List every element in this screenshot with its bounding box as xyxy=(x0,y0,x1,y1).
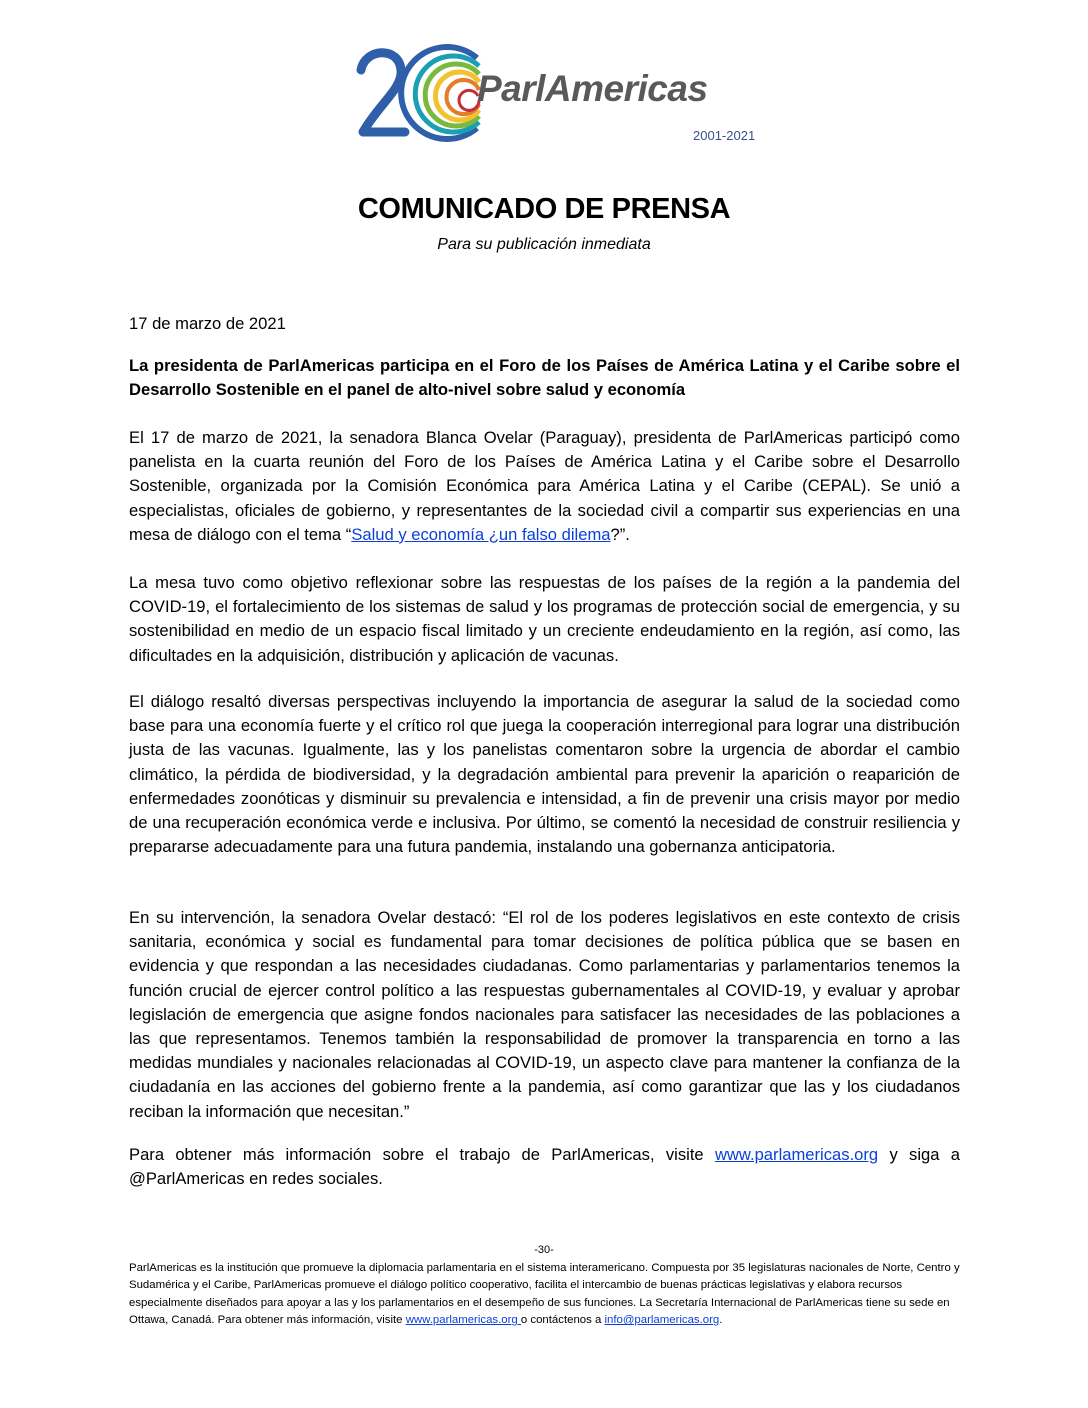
paragraph-1-text: El 17 de marzo de 2021, la senadora Blanca Ovelar (Paraguay), presidenta de ParlAmericas participó como panelista en la cuarta reunión del Foro de los Países de América Latina y el Caribe sobre el Desarrollo Sostenible, organizada por la Comisión Económica para América Latina y el Caribe (CEPAL). Se unió a especialistas, oficiales de gobierno, y representantes de la sociedad civil a compartir sus experiencias en una mesa de diálogo con el tema “ xyxy=(129,428,960,544)
parlamericas-logo xyxy=(355,36,756,148)
page-title: COMUNICADO DE PRENSA xyxy=(357,193,731,225)
page-subtitle: Para su publicación inmediata xyxy=(437,236,651,253)
headline: La presidenta de ParlAmericas participa en el Foro de los Países de América Latina y el Caribe sobre el Desarrollo Sostenible en el panel de alto-nivel sobre salud y economía xyxy=(129,356,960,400)
paragraph-5-text: Para obtener más información sobre el trabajo de ParlAmericas, visite xyxy=(129,1145,715,1164)
logo-20-emblem-icon xyxy=(355,36,495,148)
paragraph-2: La mesa tuvo como objetivo reflexionar sobre las respuestas de los países de la región a la pandemia del COVID-19, el fortalecimiento de los sistemas de salud y los programas de protección social de emergencia, y su sostenibilidad en medio de un espacio fiscal limitado y un creciente endeudamiento en la región, así como, las dificultades en la adquisición, distribución y aplicación de vacunas. xyxy=(129,573,960,665)
footer-text: ParlAmericas es la institución que promueve la diplomacia parlamentaria en el sistema interamericano. Compuesta por 35 legislaturas nacionales de Norte, Centro y Sudamérica y el Caribe, ParlAmericas promueve el diálogo político cooperativo, facilita el intercambio de buenas prácticas legislativas y elabora recursos especialmente diseñados para apoyar a las y los parlamentarios en el desempeño de sus funciones. La Secretaría Internacional de ParlAmericas tiene su sede en Ottawa, Canadá. Para obtener más información, visite xyxy=(129,1262,960,1327)
paragraph-4: En su intervención, la senadora Ovelar destacó: “El rol de los poderes legislativos en este contexto de crisis sanitaria, económica y social es fundamental para tomar decisiones de política pública que se basen en evidencia y que respondan a las necesidades ciudadanas. Como parlamentarias y parlamentarios tenemos la función crucial de ejercer control político a las respuestas gubernamentales al COVID-19, y evaluar y aprobar legislación de emergencia que asigne fondos nacionales para satisfacer las necesidades de las poblaciones a las que representamos. Tenemos también la responsabilidad de promover la transparencia en torno a las medidas mundiales y nacionales relacionadas al COVID-19, un aspecto clave para mantener la confianza de la ciudadanía en las acciones del gobierno frente a la pandemia, así como garantizar que las y los ciudadanos reciban la información que necesitan.” xyxy=(129,908,960,1121)
paragraph-1-end: ?”. xyxy=(610,524,630,544)
salud-economia-link[interactable]: Salud y economía ¿un falso dilema xyxy=(351,524,611,544)
footer-email-link[interactable]: info@parlamericas.org xyxy=(604,1314,720,1327)
logo-wordmark: ParlAmericas xyxy=(477,68,708,109)
logo-years: 2001-2021 xyxy=(693,128,756,143)
footer-text-middle: o contáctenos a xyxy=(520,1314,605,1327)
release-date: 17 de marzo de 2021 xyxy=(129,314,286,333)
website-link[interactable]: www.parlamericas.org xyxy=(714,1145,879,1164)
footer-text-end: . xyxy=(719,1314,723,1327)
paragraph-3: El diálogo resaltó diversas perspectivas incluyendo la importancia de asegurar la salud de la sociedad como base para una economía fuerte y el crítico rol que juega la cooperación interregional para lograr una distribución justa de las vacunas. Igualmente, las y los panelistas comentaron sobre la urgencia de abordar el cambio climático, la pérdida de biodiversidad, y la degradación ambiental para prevenir la aparición o reaparición de enfermedades zoonóticas y disminuir su prevalencia e intensidad, a fin de prevenir una crisis mayor por medio de una recuperación económica verde e inclusiva. Por último, se comentó la necesidad de construir resiliencia y prepararse adecuadamente para una futura pandemia, instalando una gobernanza anticipatoria. xyxy=(129,692,960,857)
paragraph-5 xyxy=(129,1143,960,1191)
footer-note xyxy=(129,1260,964,1330)
page-number: -30- xyxy=(534,1244,554,1256)
paragraph-1 xyxy=(129,426,960,547)
footer-website-link[interactable]: www.parlamericas.org xyxy=(405,1314,521,1327)
paragraph-5-end: y siga a @ParlAmericas en redes sociales. xyxy=(129,1145,960,1189)
